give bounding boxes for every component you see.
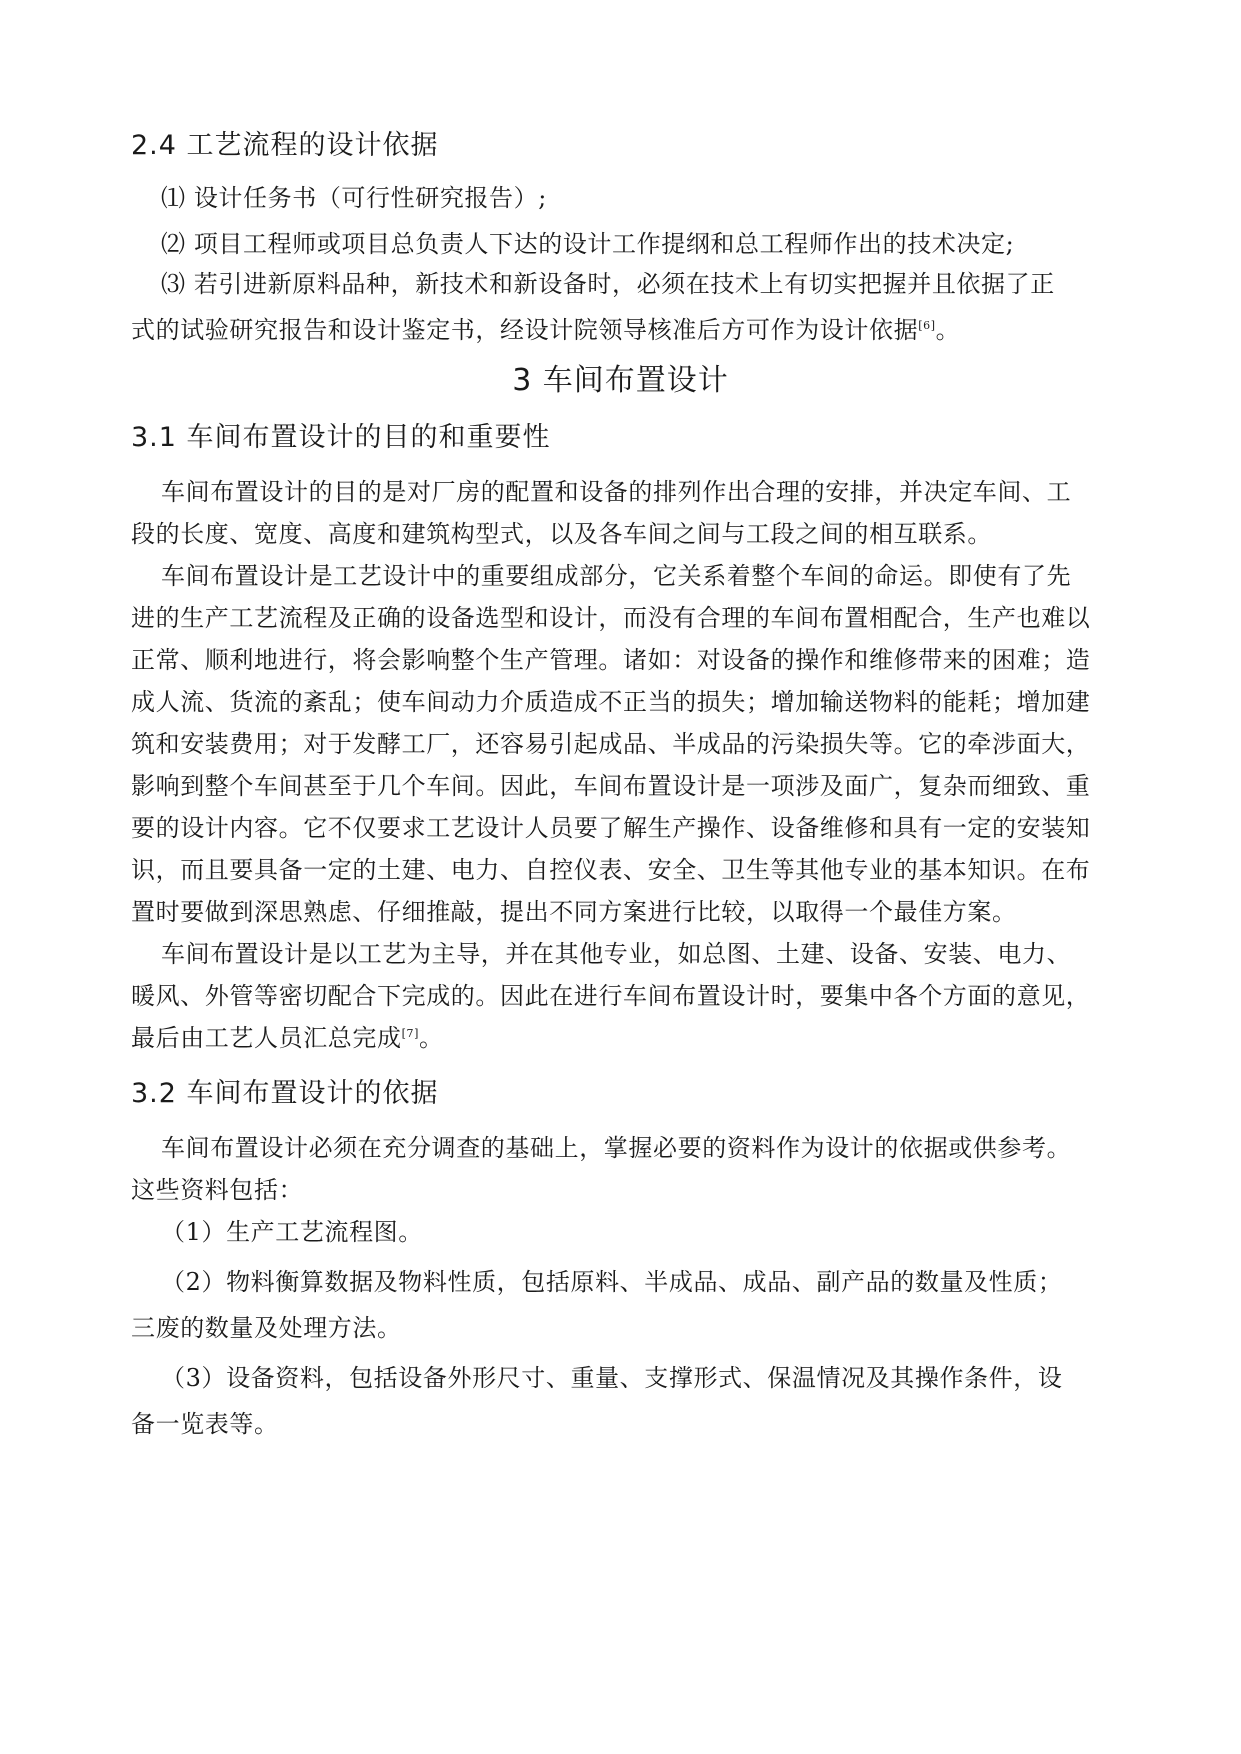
section-heading-2-4: 2.4 工艺流程的设计依据	[131, 130, 439, 161]
paragraph-line-last	[131, 1022, 444, 1054]
paragraph-line: 成人流、货流的紊乱；使车间动力介质造成不正当的损失；增加输送物料的能耗；增加建	[131, 688, 1091, 716]
paragraph-line: 段的长度、宽度、高度和建筑构型式，以及各车间之间与工段之间的相互联系。	[131, 520, 992, 548]
citation-mark: [6]	[918, 319, 936, 332]
section-heading-3-1: 3.1 车间布置设计的目的和重要性	[131, 422, 551, 453]
section-heading-3-2: 3.2 车间布置设计的依据	[131, 1078, 439, 1109]
paragraph-line: 影响到整个车间甚至于几个车间。因此，车间布置设计是一项涉及面广，复杂而细致、重	[131, 772, 1091, 800]
chapter-title: 3 车间布置设计	[512, 363, 729, 398]
list-item: ⑴ 设计任务书（可行性研究报告）;	[161, 184, 547, 212]
list-item-continuation	[131, 314, 960, 346]
list-item: ⑶ 若引进新原料品种，新技术和新设备时，必须在技术上有切实把握并且依据了正	[161, 270, 1055, 298]
paragraph-line: 要的设计内容。它不仅要求工艺设计人员要了解生产操作、设备维修和具有一定的安装知	[131, 814, 1091, 842]
list-item: （2）物料衡算数据及物料性质，包括原料、半成品、成品、副产品的数量及性质；	[161, 1268, 1063, 1296]
list-item-continuation: 备一览表等。	[131, 1410, 279, 1438]
paragraph-line: 车间布置设计是工艺设计中的重要组成部分，它关系着整个车间的命运。即使有了先	[161, 562, 1072, 590]
paragraph-line: 筑和安装费用；对于发酵工厂，还容易引起成品、半成品的污染损失等。它的牵涉面大，	[131, 730, 1091, 758]
paragraph-line: 正常、顺利地进行，将会影响整个生产管理。诸如：对设备的操作和维修带来的困难；造	[131, 646, 1091, 674]
paragraph-line: 车间布置设计必须在充分调查的基础上，掌握必要的资料作为设计的依据或供参考。	[161, 1134, 1072, 1162]
paragraph-text: 最后由工艺人员汇总完成	[131, 1024, 402, 1052]
paragraph-text: 式的试验研究报告和设计鉴定书，经设计院领导核准后方可作为设计依据	[131, 316, 919, 344]
list-item: （3）设备资料，包括设备外形尺寸、重量、支撑形式、保温情况及其操作条件，设	[161, 1364, 1063, 1392]
paragraph-line: 置时要做到深思熟虑、仔细推敲，提出不同方案进行比较，以取得一个最佳方案。	[131, 898, 1017, 926]
paragraph-end: 。	[935, 316, 961, 344]
paragraph-line: 暖风、外管等密切配合下完成的。因此在进行车间布置设计时，要集中各个方面的意见，	[131, 982, 1091, 1010]
paragraph-line: 这些资料包括：	[131, 1176, 304, 1204]
citation-mark: [7]	[401, 1027, 419, 1040]
paragraph-line: 车间布置设计是以工艺为主导，并在其他专业，如总图、土建、设备、安装、电力、	[161, 940, 1072, 968]
paragraph-line: 识，而且要具备一定的土建、电力、自控仪表、安全、卫生等其他专业的基本知识。在布	[131, 856, 1091, 884]
paragraph-end: 。	[419, 1024, 444, 1052]
list-item: （1）生产工艺流程图。	[161, 1218, 423, 1246]
list-item-continuation: 三废的数量及处理方法。	[131, 1314, 402, 1342]
list-item: ⑵ 项目工程师或项目总负责人下达的设计工作提纲和总工程师作出的技术决定;	[161, 230, 1015, 258]
paragraph-line: 进的生产工艺流程及正确的设备选型和设计，而没有合理的车间布置相配合，生产也难以	[131, 604, 1091, 632]
paragraph-line: 车间布置设计的目的是对厂房的配置和设备的排列作出合理的安排，并决定车间、工	[161, 478, 1072, 506]
